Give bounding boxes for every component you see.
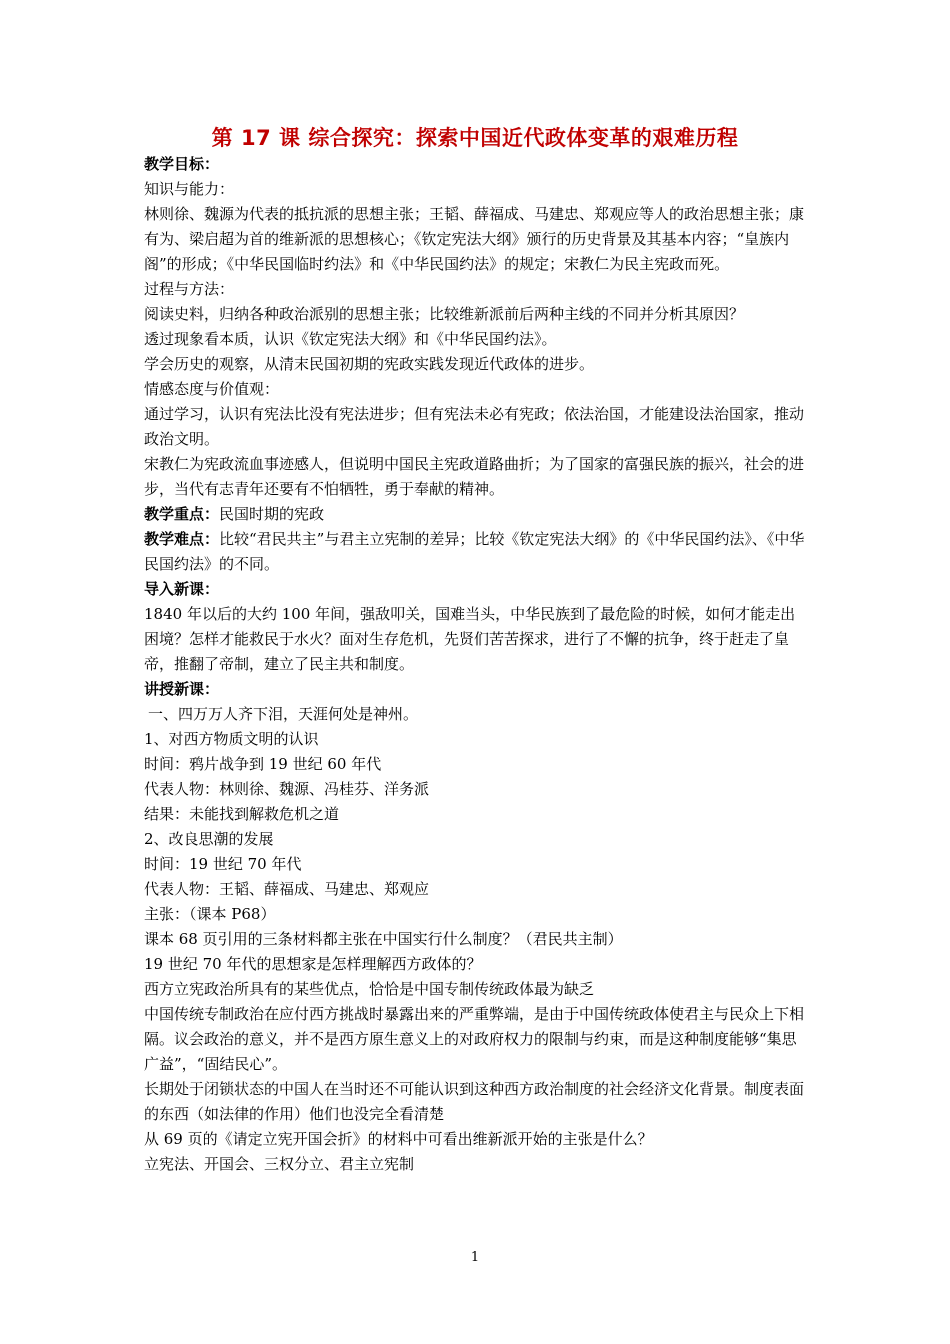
lesson-line: 一、四万万人齐下泪，天涯何处是神州。 [148, 705, 419, 723]
intro-heading: 导入新课： [144, 580, 220, 598]
key-point-label: 教学重点： [144, 505, 220, 523]
key-point [144, 502, 808, 527]
objectives-heading: 教学目标： [144, 155, 220, 173]
lesson-line: 长期处于闭锁状态的中国人在当时还不可能认识到这种西方政治制度的社会经济文化背景。制度表面的东西（如法律的作用）他们也没完全看清楚 [144, 1080, 805, 1123]
lesson-line: 时间：鸦片战争到 19 世纪 60 年代 [144, 755, 382, 773]
lesson-line: 西方立宪政治所具有的某些优点，恰恰是中国专制传统政体最为缺乏 [144, 980, 595, 998]
knowledge-text: 林则徐、魏源为代表的抵抗派的思想主张；王韬、薛福成、马建忠、郑观应等人的政治思想主张；康有为、梁启超为首的维新派的思想核心；《钦定宪法大纲》颁行的历史背景及其基本内容；“皇族内阁”的形成；《中华民国临时约法》和《中华民国约法》的规定；宋教仁为民主宪政而死。 [144, 205, 805, 273]
lesson-line: 代表人物：王韬、薛福成、马建忠、郑观应 [144, 880, 430, 898]
lesson-line: 课本 68 页引用的三条材料都主张在中国实行什么制度？（君民共主制） [144, 930, 623, 948]
intro-text: 1840 年以后的大约 100 年间，强敌叩关，国难当头，中华民族到了最危险的时候，如何才能走出困境？怎样才能救民于水火？面对生存危机，先贤们苦苦探求，进行了不懈的抗争，终于赶走了皇帝，推翻了帝制，建立了民主共和制度。 [144, 605, 796, 673]
knowledge-label: 知识与能力： [144, 180, 235, 198]
process-label: 过程与方法： [144, 280, 235, 298]
lesson-line: 结果：未能找到解救危机之道 [144, 805, 340, 823]
process-item: 阅读史料，归纳各种政治派别的思想主张；比较维新派前后两种主线的不同并分析其原因？ [144, 305, 745, 323]
emotion-item: 宋教仁为宪政流血事迹感人，但说明中国民主宪政道路曲折；为了国家的富强民族的振兴，社会的进步，当代有志青年还要有不怕牺牲，勇于奉献的精神。 [144, 455, 805, 498]
lesson-line: 19 世纪 70 年代的思想家是怎样理解西方政体的？ [144, 955, 482, 973]
difficulty-text: 比较“君民共主”与君主立宪制的差异；比较《钦定宪法大纲》的《中华民国约法》、《中华民国约法》的不同。 [144, 530, 805, 573]
lesson-line: 2、改良思潮的发展 [144, 830, 274, 848]
process-item: 透过现象看本质，认识《钦定宪法大纲》和《中华民国约法》。 [144, 330, 557, 348]
emotion-label: 情感态度与价值观： [144, 380, 280, 398]
lesson-line: 立宪法、开国会、三权分立、君主立宪制 [144, 1155, 415, 1173]
lesson-line: 时间：19 世纪 70 年代 [144, 855, 302, 873]
process-item: 学会历史的观察，从清末民国初期的宪政实践发现近代政体的进步。 [144, 355, 595, 373]
page-title: 第 17 课 综合探究：探索中国近代政体变革的艰难历程 [211, 126, 739, 150]
difficulty-label: 教学难点： [144, 530, 220, 548]
lesson-line: 主张：（课本 P68） [144, 905, 276, 923]
lesson-heading: 讲授新课： [144, 680, 220, 698]
key-point-text: 民国时期的宪政 [219, 505, 325, 523]
lesson-line: 1、对西方物质文明的认识 [144, 730, 319, 748]
lesson-line: 从 69 页的《请定立宪开国会折》的材料中可看出维新派开始的主张是什么？ [144, 1130, 653, 1148]
document-body [144, 152, 808, 1177]
difficulty [144, 527, 808, 577]
page-number: 1 [470, 1250, 480, 1265]
lesson-line: 中国传统专制政治在应付西方挑战时暴露出来的严重弊端，是由于中国传统政体使君主与民众上下相隔。议会政治的意义，并不是西方原生意义上的对政府权力的限制与约束，而是这种制度能够“集思广益”，“固结民心”。 [144, 1005, 805, 1073]
emotion-item: 通过学习，认识有宪法比没有宪法进步；但有宪法未必有宪政；依法治国，才能建设法治国家，推动政治文明。 [144, 405, 805, 448]
lesson-line: 代表人物：林则徐、魏源、冯桂芬、洋务派 [144, 780, 430, 798]
